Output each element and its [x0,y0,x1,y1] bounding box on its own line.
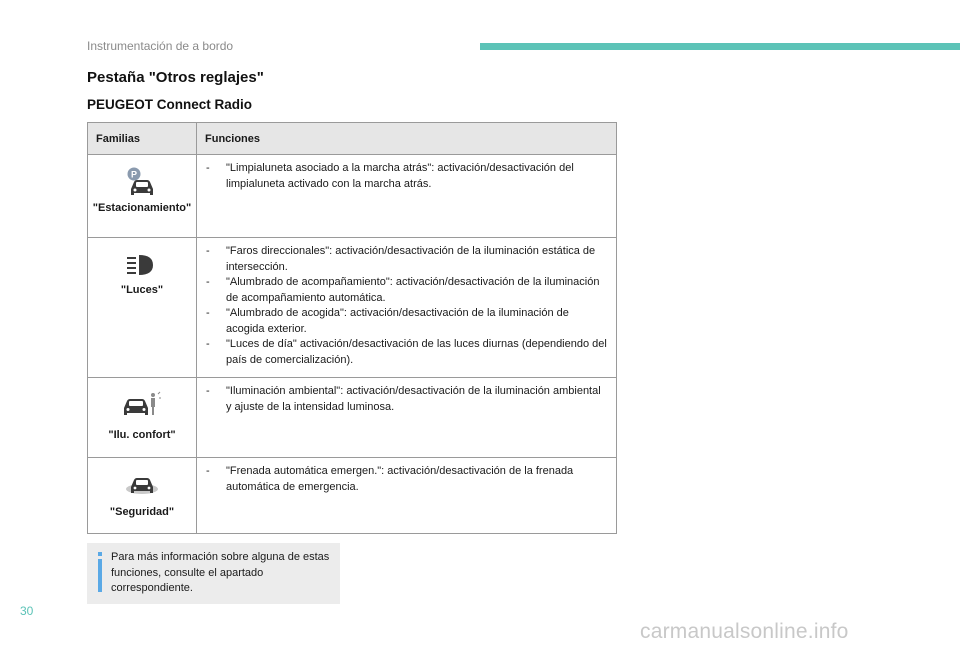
chapter-title: Instrumentación de a bordo [87,39,234,53]
parking-car-icon [125,165,159,199]
family-label: "Estacionamiento" [92,202,192,214]
watermark: carmanualsonline.info [640,620,849,643]
function-item: - "Frenada automática emergen.": activación/desactivación de la frenada automática de emergencia. [206,464,608,495]
family-cell [88,155,197,238]
svg-text:P: P [130,169,138,180]
functions-cell [197,155,617,238]
sub-title: PEUGEOT Connect Radio [87,97,253,112]
table-header-row [88,123,617,155]
info-text: Para más información sobre alguna de estas funciones, consulte el apartado correspondiente. [111,551,330,594]
info-icon [98,552,102,592]
function-item: - "Luces de día" activación/desactivación de las luces diurnas (dependiendo del país de comercialización). [206,337,608,368]
functions-cell [197,238,617,378]
info-box [87,543,340,604]
section-title: Pestaña "Otros reglajes" [87,69,264,86]
table-row [88,458,617,534]
table-row [88,378,617,458]
function-item: - "Iluminación ambiental": activación/desactivación de la iluminación ambiental y ajuste de la intensidad luminosa. [206,384,608,415]
table-row [88,155,617,238]
functions-cell [197,458,617,534]
functions-table [87,122,617,534]
family-cell [88,378,197,458]
function-item: - "Limpialuneta asociado a la marcha atrás": activación/desactivación del limpialuneta activado con la marcha atrás. [206,161,608,192]
page-number: 30 [20,604,34,618]
car-person-light-icon [122,390,162,420]
family-label: "Luces" [120,284,164,296]
family-cell [88,238,197,378]
header-accent-bar [480,43,960,50]
function-item: - "Alumbrado de acompañamiento": activación/desactivación de la iluminación de acompañamiento automática. [206,275,608,306]
functions-cell [197,378,617,458]
table-row [88,238,617,378]
headlight-icon [125,252,159,278]
header-familias: Familias [88,123,197,155]
car-safety-icon [124,470,160,498]
header-funciones: Funciones [197,123,617,155]
family-cell [88,458,197,534]
family-label: "Seguridad" [109,506,175,518]
family-label: "Ilu. confort" [108,429,176,441]
function-item: - "Alumbrado de acogida": activación/desactivación de la iluminación de acogida exterior. [206,306,608,337]
function-item: - "Faros direccionales": activación/desactivación de la iluminación estática de intersección. [206,244,608,275]
